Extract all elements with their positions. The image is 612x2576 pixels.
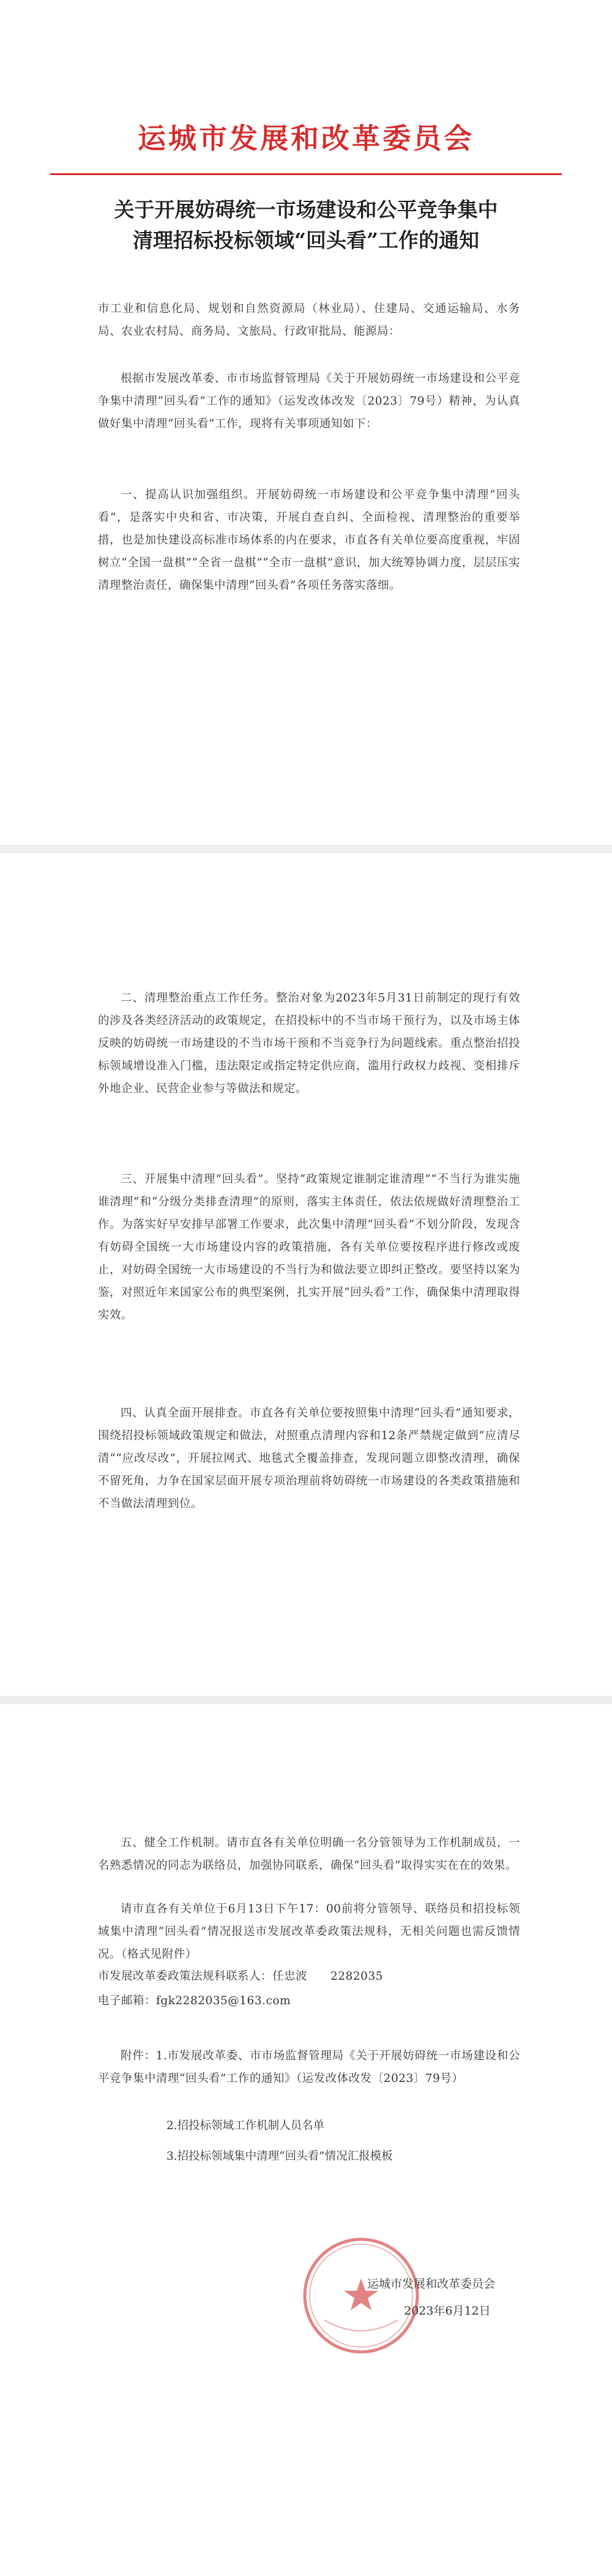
intro-paragraph: 根据市发展改革委、市市场监督管理局《关于开展妨碍统一市场建设和公平竞争集中清理“回头看”工作的通知》（运发改体改发〔2023〕79号）精神，为认真做好集中清理“回头看”工作，现将有关事项通知如下： — [98, 372, 520, 430]
signature-org: 运城市发展和改革委员会 — [367, 2277, 496, 2291]
page-break — [0, 845, 612, 853]
section-5: 五、健全工作机制。请市直各有关单位明确一名分管领导为工作机制成员，一名熟悉情况的同志为联络员，加强协同联系，确保“回头看”取得实实在在的效果。 — [98, 1837, 520, 1872]
letterhead-org-name: 运城市发展和改革委员会 — [138, 122, 474, 155]
attachment-1: 附件：1.市发展改革委、市市场监督管理局《关于开展妨碍统一市场建设和公平竞争集中清理“回头看”工作的通知》（运发改体改发〔2023〕79号） — [98, 2050, 520, 2085]
section-3: 三、开展集中清理“回头看”。坚持“政策规定谁制定谁清理”“不当行为谁实施谁清理”和“分级分类排查清理”的原则，落实主体责任，依法依规做好清理整治工作。为落实好早安排早部署工作要求，此次集中清理“回头看”不划分阶段，发现含有妨碍全国统一大市场建设内容的政策措施，各有关单位要按程序进行修改或废止，对妨碍全国统一大市场建设的不当行为和做法要立即纠正整改。要坚持以案为鉴，对照近年来国家公布的典型案例，扎实开展“回头看”工作，确保集中清理取得实效。 — [98, 1173, 520, 1322]
deadline-paragraph: 请市直各有关单位于6月13日下午17：00前将分管领导、联络员和招投标领域集中清理“回头看”情况报送市发展改革委政策法规科，无相关问题也需反馈情况。（格式见附件） — [98, 1903, 520, 1961]
section-4: 四、认真全面开展排查。市直各有关单位要按照集中清理“回头看”通知要求，围绕招投标领域政策规定和做法，对照重点清理内容和12条严禁规定做到“应清尽清”“应改尽改”，开展拉网式、地毯式全覆盖排查，发现问题立即整改清理，确保不留死角，力争在国家层面开展专项治理前将妨碍统一市场建设的各类政策措施和不当做法清理到位。 — [98, 1407, 520, 1510]
attachment-2: 2.招投标领域工作机制人员名单 — [166, 2119, 325, 2132]
letterhead-red-rule — [50, 173, 562, 175]
email-line: 电子邮箱：fgk2282035@163.com — [98, 1994, 291, 2007]
title-line-2: 清理招标投标领域“回头看”工作的通知 — [133, 228, 479, 252]
section-1: 一、提高认识加强组织。开展妨碍统一市场建设和公平竞争集中清理“回头看”，是落实中央和省、市决策，开展自查自纠、全面检视、清理整治的重要举措，也是加快建设高标准市场体系的内在要求，市直各有关单位要高度重视，牢固树立“全国一盘棋”“全省一盘棋”“全市一盘棋”意识，加大统筹协调力度，层层压实清理整治责任，确保集中清理“回头看”各项任务落实落细。 — [98, 489, 520, 592]
document-title — [49, 195, 563, 256]
page-break — [0, 1696, 612, 1704]
title-line-1: 关于开展妨碍统一市场建设和公平竞争集中 — [114, 198, 498, 222]
section-2: 二、清理整治重点工作任务。整治对象为2023年5月31日前制定的现行有效的涉及各类经济活动的政策规定，在招投标中的不当市场干预行为，以及市场主体反映的妨碍统一市场建设的不当市场干预和不当竞争行为问题线索。重点整治招投标领域增设准入门槛，违法限定或指定特定供应商，滥用行政权力歧视、变相排斥外地企业、民营企业参与等做法和规定。 — [98, 992, 520, 1095]
official-seal-icon — [300, 2234, 422, 2357]
attachment-3: 3.招投标领域集中清理“回头看”情况汇报模板 — [166, 2150, 393, 2163]
signature-date: 2023年6月12日 — [404, 2304, 491, 2318]
recipients: 市工业和信息化局、规划和自然资源局（林业局）、住建局、交通运输局、水务局、农业农村局、商务局、文旅局、行政审批局、能源局： — [98, 302, 520, 338]
contact-line: 市发展改革委政策法规科联系人：任忠波 2282035 — [98, 1970, 383, 1983]
